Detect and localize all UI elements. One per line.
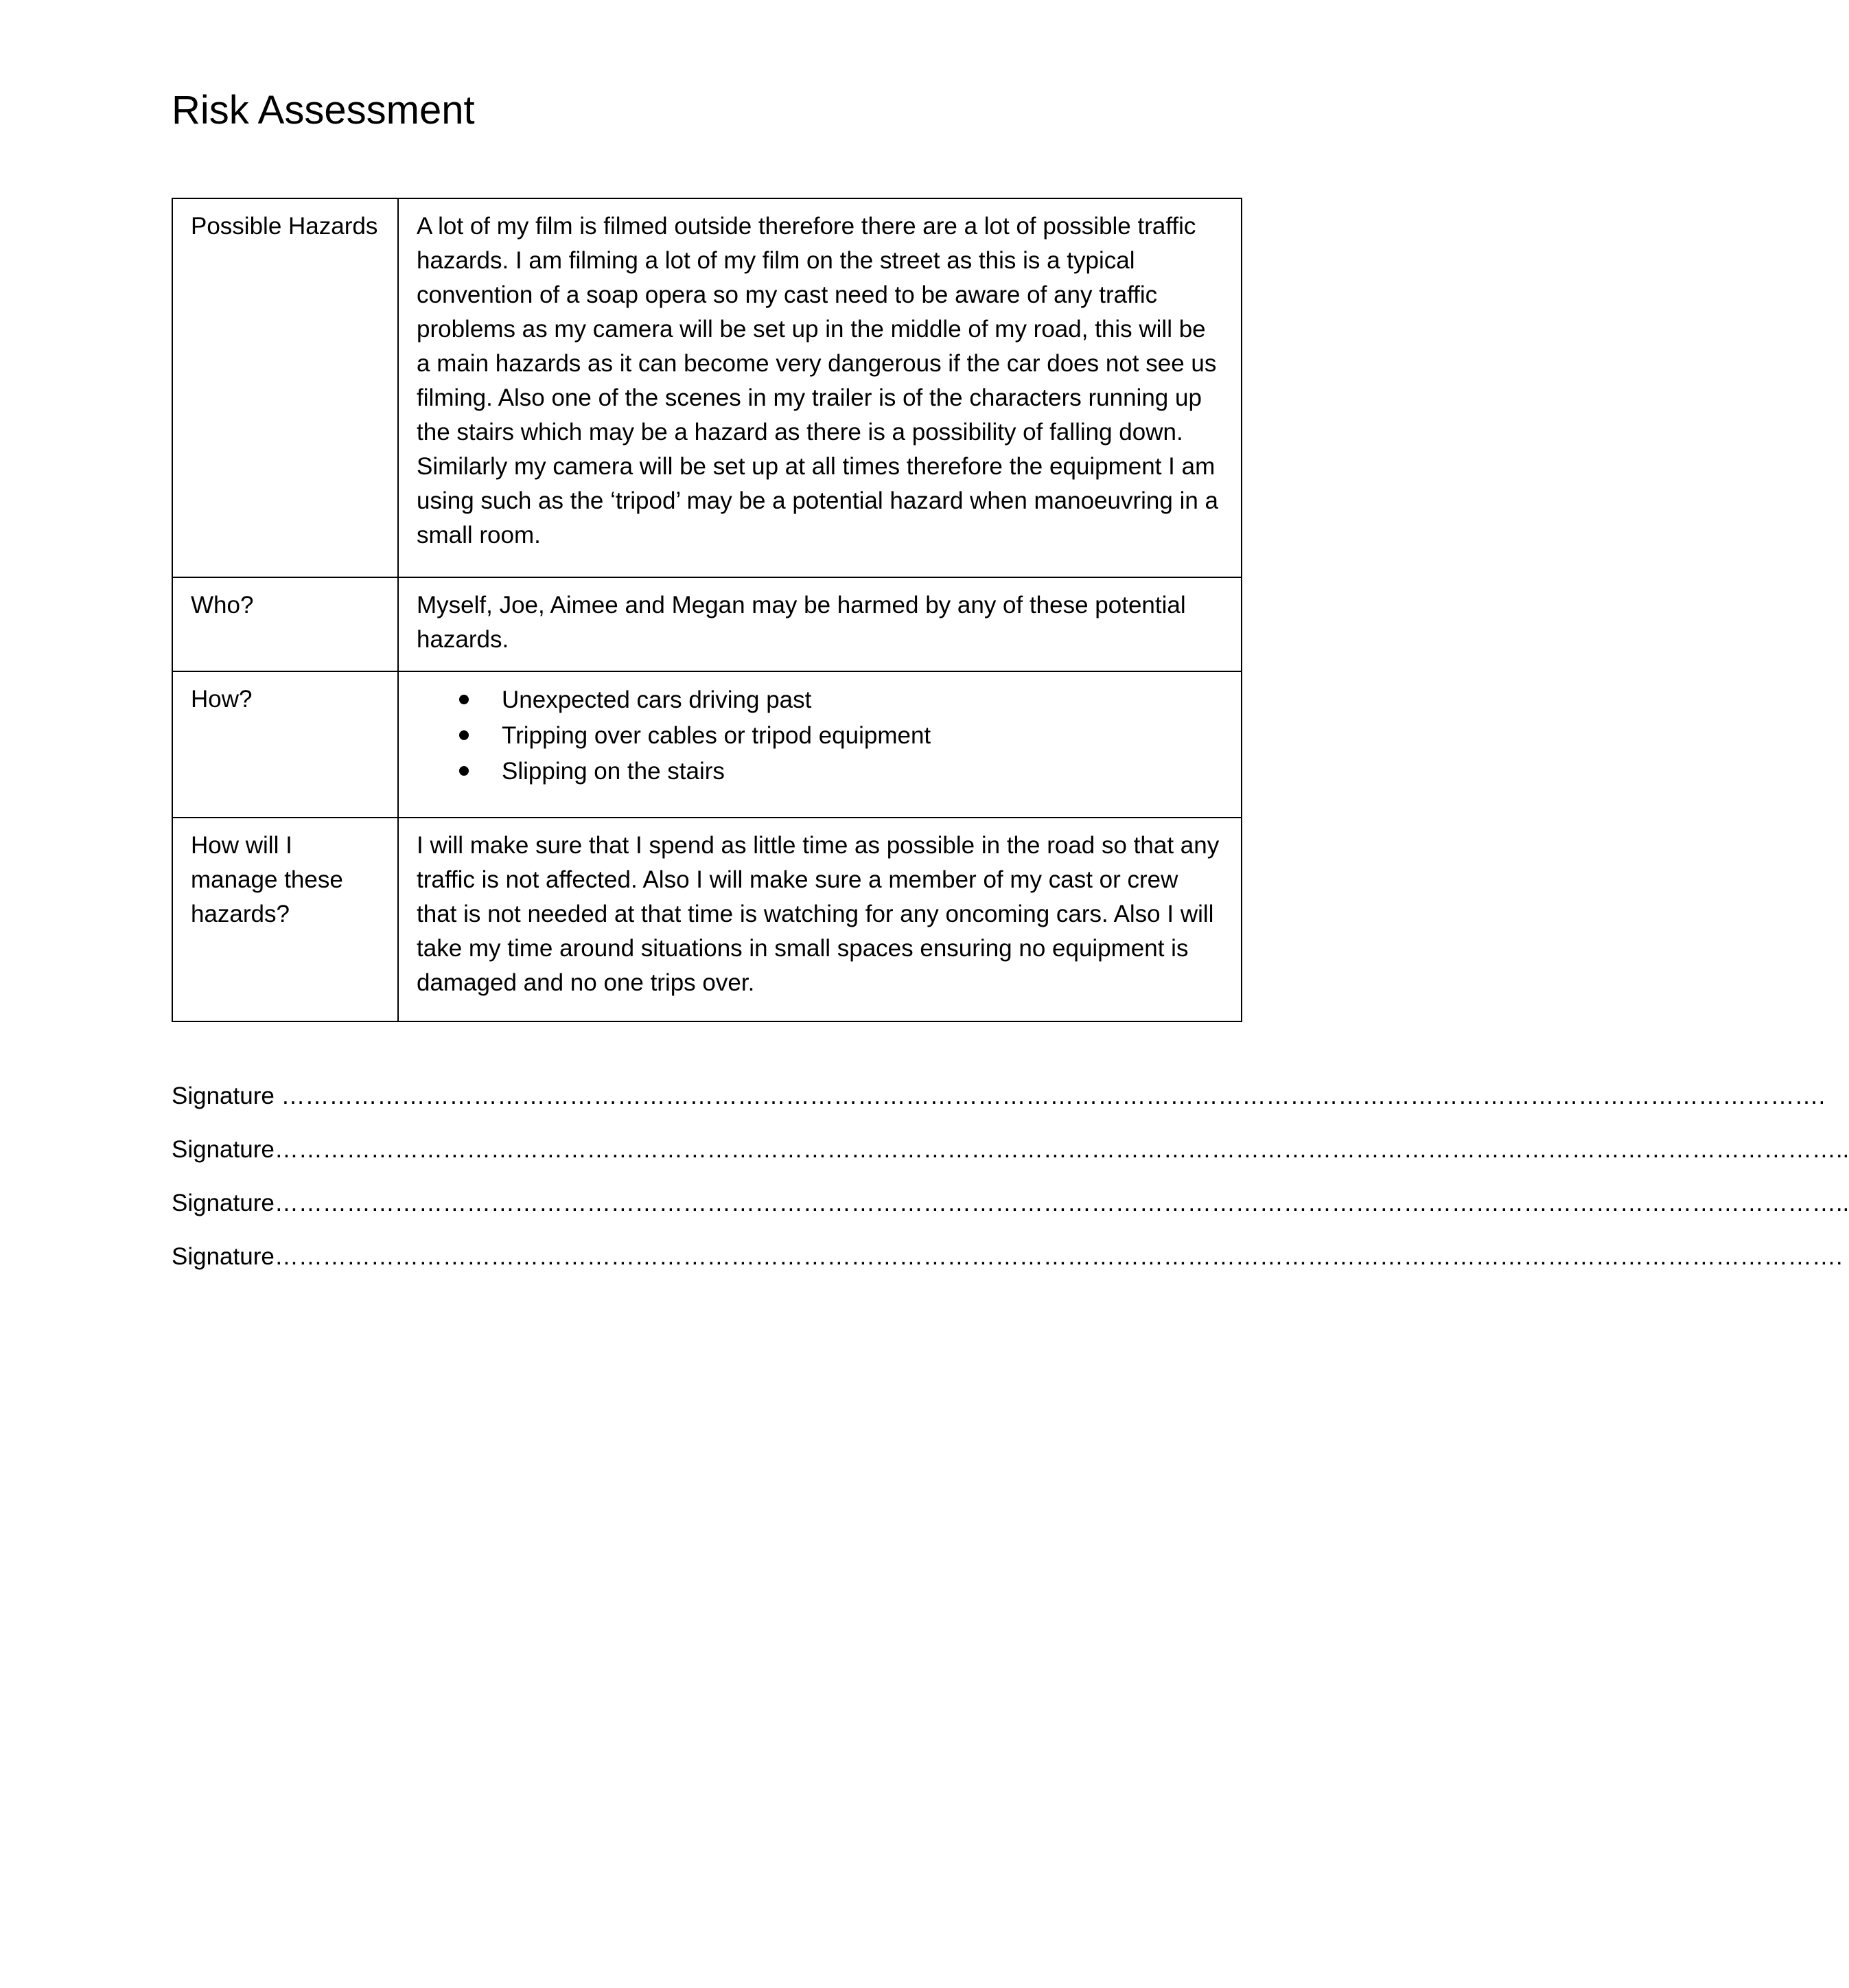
bullet-icon xyxy=(459,730,469,740)
signature-line-1: Signature …………………………………………………………………………………………………………………………………………………………………………. xyxy=(172,1083,1826,1109)
list-item-text: Unexpected cars driving past xyxy=(502,686,812,713)
signature-section xyxy=(172,1079,1849,1293)
table-row-how xyxy=(172,671,1242,818)
table-row-possible-hazards xyxy=(172,198,1242,577)
row-label-how: How? xyxy=(172,671,398,818)
row-content-who: Myself, Joe, Aimee and Megan may be harmed by any of these potential hazards. xyxy=(398,577,1242,671)
row-label-manage-hazards: How will I manage these hazards? xyxy=(172,818,398,1021)
list-item xyxy=(417,718,1223,754)
page-title: Risk Assessment xyxy=(172,88,475,132)
list-item xyxy=(417,682,1223,718)
list-item-text: Tripping over cables or tripod equipment xyxy=(502,722,931,749)
signature-line-3: Signature…………………………………………………………………………………………………………………………………………………………………………….. xyxy=(172,1190,1849,1216)
row-label-possible-hazards: Possible Hazards xyxy=(172,198,398,577)
risk-assessment-table xyxy=(172,198,1242,1022)
signature-line-2: Signature…………………………………………………………………………………………………………………………………………………………………………….. xyxy=(172,1136,1849,1163)
row-content-how xyxy=(398,671,1242,818)
list-item xyxy=(417,754,1223,789)
bullet-icon xyxy=(459,695,469,704)
row-content-possible-hazards: A lot of my film is filmed outside therefore there are a lot of possible traffic hazards. I am filming a lot of my film on the street as this is a typical convention of a soap opera so my cast need to be aware of any traffic problems as my camera will be set up in the middle of my road, this will be a main hazards as it can become very dangerous if the car does not see us filming. Also one of the scenes in my trailer is of the characters running up the stairs which may be a hazard as there is a possibility of falling down. Similarly my camera will be set up at all times therefore the equipment I am using such as the ‘tripod’ may be a potential hazard when manoeuvring in a small room. xyxy=(398,198,1242,577)
row-label-who: Who? xyxy=(172,577,398,671)
table-row-manage-hazards xyxy=(172,818,1242,1021)
signature-line-4: Signature……………………………………………………………………………………………………………………………………………………………………………. xyxy=(172,1243,1843,1270)
table-row-who xyxy=(172,577,1242,671)
row-content-manage-hazards: I will make sure that I spend as little time as possible in the road so that any traffic is not affected. Also I will make sure a member of my cast or crew that is not needed at that time is watching for any oncoming cars. Also I will take my time around situations in small spaces ensuring no equipment is damaged and no one trips over. xyxy=(398,818,1242,1021)
list-item-text: Slipping on the stairs xyxy=(502,758,725,785)
bullet-icon xyxy=(459,766,469,776)
how-bullet-list xyxy=(417,682,1223,789)
